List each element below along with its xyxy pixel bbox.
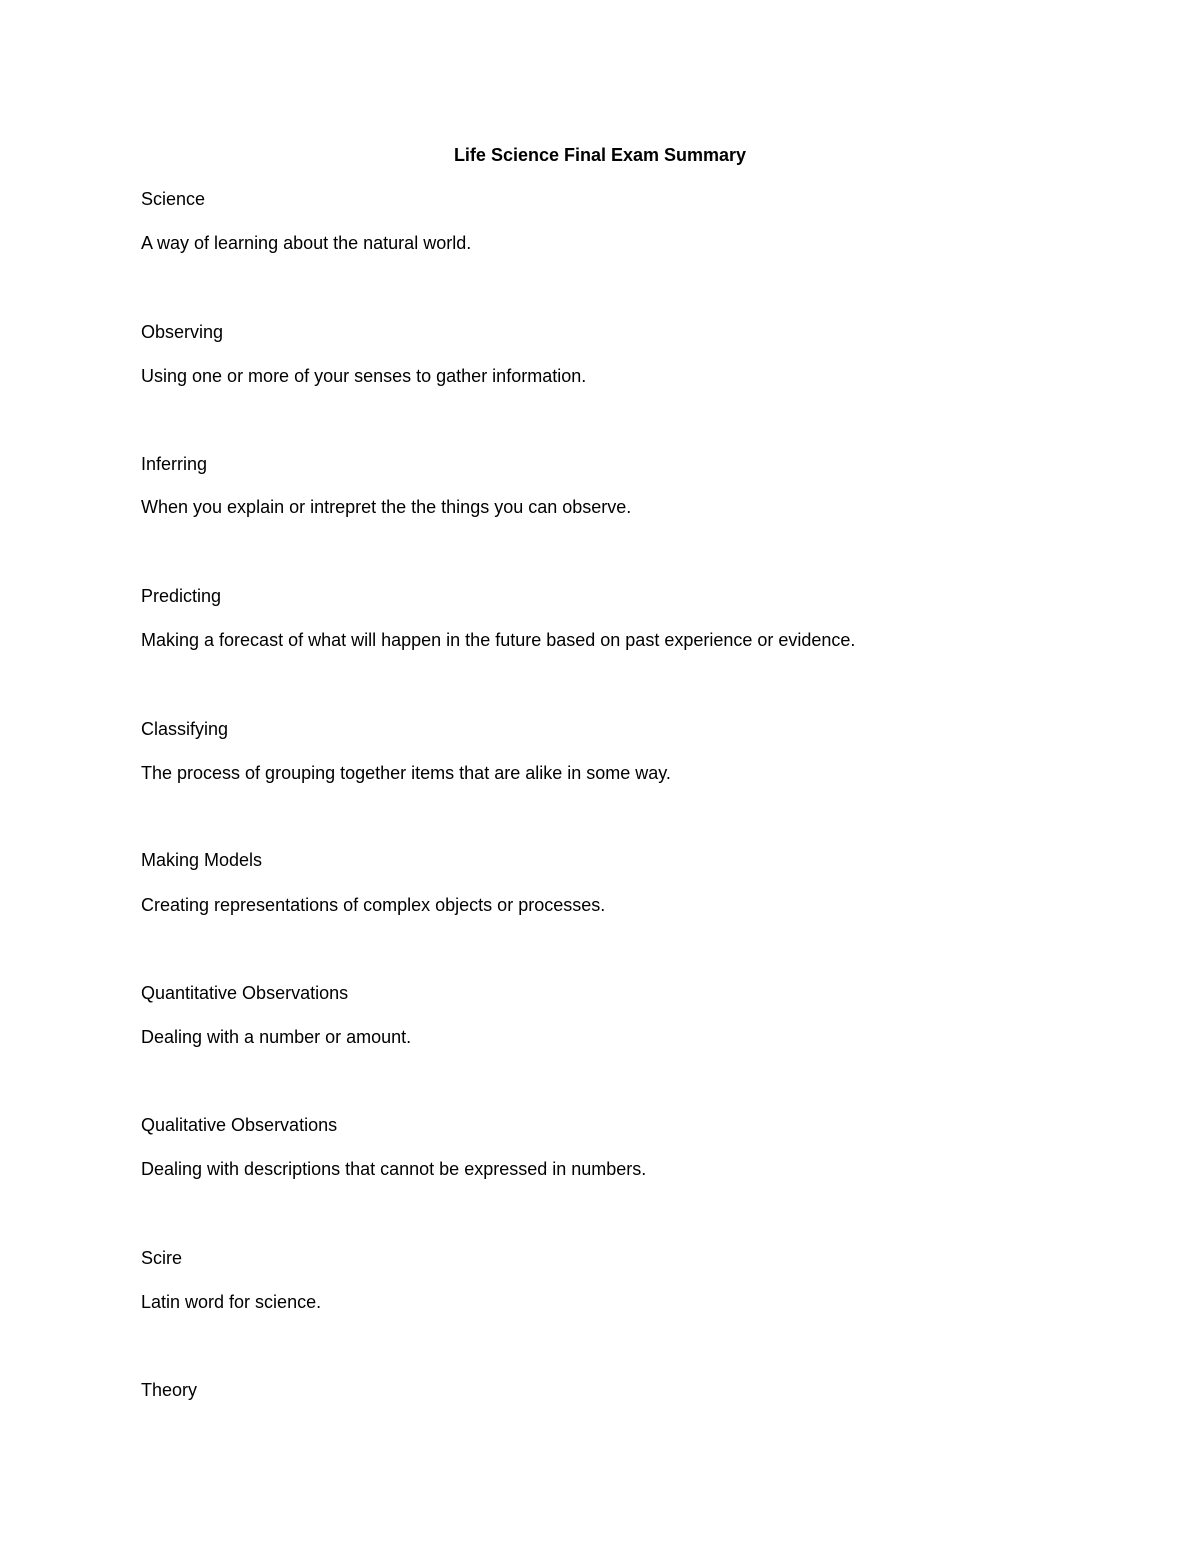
term-definition: When you explain or intrepret the the things you can observe. — [141, 497, 632, 517]
term-definition: Using one or more of your senses to gather information. — [141, 366, 587, 386]
term-definition: The process of grouping together items that are alike in some way. — [141, 763, 671, 783]
term-definition: Making a forecast of what will happen in the future based on past experience or evidence. — [141, 630, 856, 650]
term-heading: Predicting — [141, 586, 222, 606]
term-heading: Theory — [141, 1380, 198, 1400]
term-definition: Dealing with a number or amount. — [141, 1027, 412, 1047]
term-definition: Dealing with descriptions that cannot be expressed in numbers. — [141, 1159, 647, 1179]
term-definition: Latin word for science. — [141, 1292, 322, 1312]
term-definition: A way of learning about the natural world. — [141, 233, 472, 253]
term-heading: Classifying — [141, 719, 229, 739]
term-heading: Observing — [141, 322, 224, 342]
term-heading: Scire — [141, 1248, 183, 1268]
term-heading: Inferring — [141, 454, 208, 474]
term-heading: Making Models — [141, 850, 263, 870]
term-heading: Quantitative Observations — [141, 983, 349, 1003]
document-title: Life Science Final Exam Summary — [453, 145, 747, 165]
term-heading: Science — [141, 189, 206, 209]
term-heading: Qualitative Observations — [141, 1115, 338, 1135]
term-definition: Creating representations of complex objects or processes. — [141, 895, 606, 915]
